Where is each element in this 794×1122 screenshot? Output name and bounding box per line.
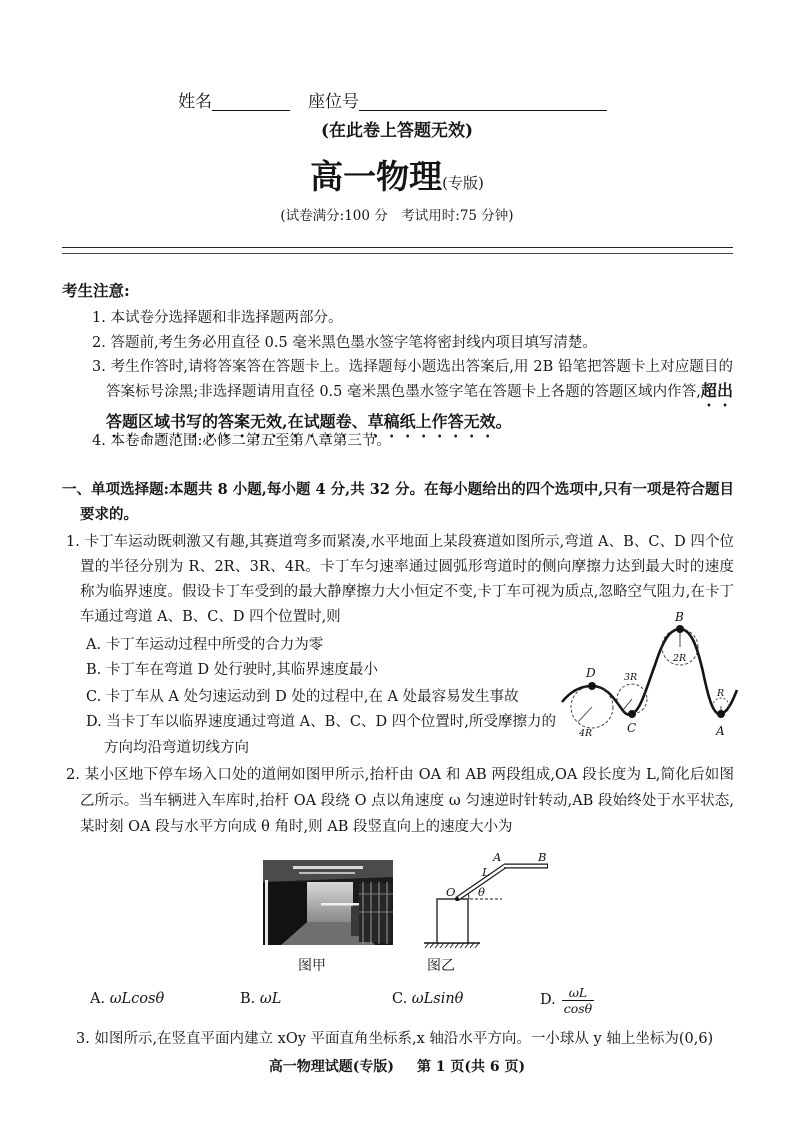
section-heading: 一、单项选择题:本题共 8 小题,每小题 4 分,共 32 分。在每小题给出的四个选项中,只有一项是符合题目要求的。 [62,481,734,523]
label-l: L [482,865,490,879]
option-text: ωLcosθ [109,991,165,1007]
exam-info: (试卷满分:100 分 考试用时:75 分钟) [280,208,514,224]
footer-title: 高一物理试题(专版) [268,1059,395,1075]
label-b: B [675,610,684,624]
page-footer [0,1055,794,1079]
option-text: 卡丁车从 A 处匀速运动到 D 处的过程中,在 A 处最容易发生事故 [105,689,519,705]
question-3-stem [76,1027,734,1052]
point-b-dot [676,625,684,633]
option-label: C. [392,991,408,1007]
notice-item-text: 本卷命题范围:必修二第五至第八章第三节。 [110,433,391,449]
option-text: 卡丁车在弯道 D 处行驶时,其临界速度最小 [105,662,378,678]
question-text: 某小区地下停车场入口处的道闸如图甲所示,抬杆由 OA 和 AB 两段组成,OA 段长度为 L,简化后如图乙所示。当车辆进入车库时,抬杆 OA 段绕 O 点以角速度 ω 匀速逆时针转动,AB 段始终处于水平状态,某时刻 OA 段与水平方向成 θ 角时,则 AB 段竖直向上的速度大小为 [80,767,735,835]
option-text: 卡丁车运动过程中所受的合力为零 [105,637,324,653]
question-2-stem [66,762,734,840]
label-a: A [716,724,725,738]
point-c-dot [628,710,636,718]
label-radius-b: 2R [673,653,687,664]
option-text: 当卡丁车以临界速度通过弯道 A、B、C、D 四个位置时,所受摩擦力的方向均沿弯道切线方向 [104,714,557,756]
notice-heading: 考生注意: [62,281,130,300]
notice-item-num: 2. [92,335,106,351]
double-rule-top [62,247,733,248]
label-d: D [586,666,596,680]
gate-post [437,899,468,943]
option-label: A. [86,637,102,653]
figure-a-caption: 图甲 [298,958,326,974]
q2-option-b [240,987,281,1012]
notice-item-num: 4. [92,433,106,449]
notice-item-2 [92,331,733,355]
label-theta: θ [478,885,485,899]
notice-item-text: 答题前,考生务必用直径 0.5 毫米黑色墨水签字笔将密封线内项目填写清楚。 [110,335,597,351]
label-o: O [446,885,456,899]
option-label: B. [240,991,256,1007]
option-label: C. [86,689,102,705]
double-rule-bottom [62,253,733,254]
label-c: C [627,721,637,735]
karting-track-figure [555,608,740,740]
notice-item-1 [92,306,733,330]
name-blank [212,109,290,111]
title-main: 高一物理 [310,157,443,196]
notice-item-num: 3. [92,359,106,375]
label-radius-c: 3R [624,672,638,683]
q2-option-a [90,987,164,1012]
fraction-numerator: ωL [568,984,588,1000]
notice-item-text: 本试卷分选择题和非选择题两部分。 [110,310,343,326]
q2-option-d [540,983,594,1017]
question-text: 卡丁车运动既刺激又有趣,其赛道弯多而紧凑,水平地面上某段赛道如图所示,弯道 A、B、C、D 四个位置的半径分别为 R、2R、3R、4R。卡丁车匀速率通过圆弧形弯道时的侧向摩擦力达到最大时的速度称为临界速度。假设卡丁车受到的最大静摩擦力大小恒定不变,卡丁车可视为质点,忽略空气阻力,在卡丁车通过弯道 A、B、C、D 四个位置时,则 [80,534,735,625]
notice-item-text: 考生作答时,请将答案答在答题卡上。选择题每小题选出答案后,用 2B 铅笔把答题卡上对应题目的答案标号涂黑;非选择题请用直径 0.5 毫米黑色墨水签字笔在答题卡上各题的答题区域内作答, [106,359,733,400]
seat-label: 座位号 [308,92,359,112]
label-radius-d: 4R [579,728,593,739]
point-d-dot [588,682,596,690]
page-title [0,154,794,206]
label-a: A [493,850,502,864]
option-text: ωL [259,991,282,1007]
pivot-o [455,897,459,901]
q1-option-b [86,658,556,683]
title-suffix: (专版) [442,174,484,192]
notice-item-emphasis: 超出答题区域书写的答案无效,在试题卷、草稿纸上作答无效。 [106,381,733,431]
seat-blank [359,109,607,111]
option-label: D. [540,992,556,1008]
question-number: 3. [76,1031,90,1047]
option-fraction [562,985,594,1016]
question-number: 1. [66,534,80,550]
ground-hatch [425,943,479,948]
figure-b-caption: 图乙 [427,958,455,974]
option-text: ωLsinθ [411,991,464,1007]
point-a-dot [717,710,725,718]
label-radius-a: R [717,688,725,699]
q1-option-d [86,709,556,761]
footer-page: 第 1 页(共 6 页) [416,1059,526,1075]
label-b: B [538,850,547,864]
q1-option-c [86,685,556,710]
question-text: 如图所示,在竖直平面内建立 xOy 平面直角坐标系,x 轴沿水平方向。一小球从 y 轴上坐标为(0,6) [94,1031,714,1047]
question-number: 2. [66,767,80,783]
radius-line-d [578,707,592,722]
q1-option-a [86,633,556,658]
name-label: 姓名 [178,92,212,112]
option-label: D. [86,714,102,730]
option-label: A. [90,991,106,1007]
radius-line-c [623,699,632,710]
gate-diagram [420,845,555,955]
notice-item-4 [92,429,733,453]
notice-item-num: 1. [92,310,106,326]
invalid-note: (在此卷上答题无效) [320,121,474,141]
photo-parking-gate [263,860,393,945]
q2-option-c [392,987,463,1012]
fraction-denominator: cosθ [563,1000,593,1016]
option-label: B. [86,662,102,678]
name-seat-row [178,88,607,116]
